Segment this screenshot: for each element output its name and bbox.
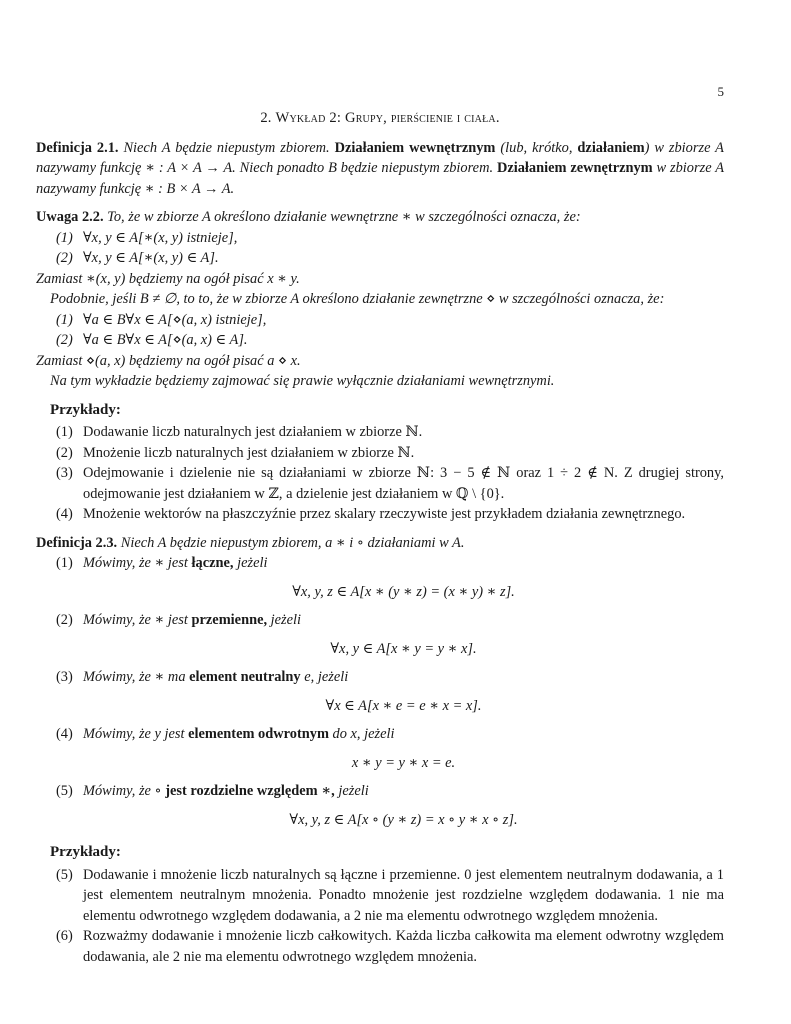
display-formula: ∀x ∈ A[x ∗ e = e ∗ x = x]. <box>325 697 482 714</box>
def21-text-2: (lub, krótko, <box>500 139 573 156</box>
page-number: 5 <box>717 84 724 99</box>
item-number: (5) <box>56 866 73 883</box>
uwaga22-note-3: Na tym wykładzie będziemy zajmować się prawie wyłącznie działaniami wewnętrznymi. <box>50 373 555 389</box>
examples-list-1 <box>36 422 724 525</box>
item-number: (2) <box>56 250 73 266</box>
item-text: Dodawanie i mnożenie liczb naturalnych są łączne i przemienne. 0 jest elementem neutralnym dodawania, a 1 jest elementem neutralnym mnożenia. Ponadto mnożenie jest rozdzielne względem dodawania. 1 nie ma elementu odwrotnego względem dodawania, a 2 nie ma elementu odwrotnego względem mnożenia. <box>83 866 724 924</box>
item-post: jeżeli <box>237 555 268 571</box>
item-pre: Mówimy, że ∗ ma <box>83 669 186 685</box>
item-number: (4) <box>56 506 73 522</box>
item-number: (3) <box>56 465 73 481</box>
item-pre: Mówimy, że ∘ <box>83 783 162 799</box>
section-number: 2. <box>260 110 272 126</box>
list-item <box>36 248 724 269</box>
list-item <box>36 553 724 602</box>
item-post: jeżeli <box>338 783 369 799</box>
list-item <box>36 463 724 504</box>
list-item <box>36 504 724 525</box>
item-text: ∀x, y ∈ A[∗(x, y) ∈ A]. <box>83 250 219 266</box>
item-text: Mnożenie liczb naturalnych jest działaniem w zbiorze ℕ. <box>83 444 415 461</box>
item-text: Rozważmy dodawanie i mnożenie liczb całkowitych. Każda liczba całkowita ma element odwrotny względem dodawania, ale 2 nie ma elementu odwrotnego względem mnożenia. <box>83 928 724 965</box>
list-item <box>36 781 724 830</box>
list-item <box>36 926 724 967</box>
item-number: (3) <box>56 669 73 685</box>
uwaga22-label: Uwaga 2.2. <box>36 209 104 225</box>
list-item <box>36 667 724 716</box>
item-pre: Mówimy, że y jest <box>83 726 185 742</box>
uwaga22-intro-2: Podobnie, jeśli B ≠ ∅, to to, że w zbiorze A określono działanie zewnętrzne ⋄ w szczególności oznacza, że: <box>50 291 665 307</box>
page-content <box>36 108 724 967</box>
def21-text-3: ) w zbiorze A nazywamy funkcję ∗ : A × A → A. Niech ponadto B będzie niepustym zbiorem. <box>36 139 724 176</box>
list-item <box>36 228 724 249</box>
section-heading: Wykład 2: Grupy, pierścienie i ciała. <box>275 110 500 126</box>
item-number: (6) <box>56 928 73 944</box>
list-item <box>36 610 724 659</box>
item-post: jeżeli <box>270 612 302 628</box>
list-item <box>36 724 724 773</box>
def23-list <box>36 553 724 830</box>
uwaga22-note-1: Zamiast ∗(x, y) będziemy na ogół pisać x ∗ y. <box>36 270 300 287</box>
uwaga22-list-2 <box>36 310 724 351</box>
def21-term-short: działaniem <box>577 139 645 156</box>
item-text: Dodawanie liczb naturalnych jest działaniem w zbiorze ℕ. <box>83 424 423 440</box>
display-formula: ∀x, y, z ∈ A[x ∘ (y ∗ z) = x ∘ y ∗ x ∘ z]. <box>289 811 518 828</box>
def23-label: Definicja 2.3. <box>36 534 118 551</box>
list-item <box>36 443 724 464</box>
item-number: (1) <box>56 311 73 328</box>
item-number: (1) <box>56 229 73 246</box>
item-number: (1) <box>56 555 73 571</box>
item-text: Mnożenie wektorów na płaszczyźnie przez skalary rzeczywiste jest przykładem działania zewnętrznego. <box>83 506 686 522</box>
display-formula: ∀x, y ∈ A[x ∗ y = y ∗ x]. <box>330 640 477 657</box>
item-text: ∀x, y ∈ A[∗(x, y) istnieje], <box>83 229 238 246</box>
item-number: (2) <box>56 444 73 461</box>
remark-2-2-intro <box>36 207 724 228</box>
examples-list-2 <box>36 865 724 968</box>
item-post: do x, jeżeli <box>332 726 395 742</box>
item-term: element neutralny <box>189 669 301 685</box>
definition-2-3-intro <box>36 533 724 554</box>
item-term: przemienne, <box>191 612 268 628</box>
item-post: e, jeżeli <box>304 669 349 685</box>
item-term: elementem odwrotnym <box>188 726 329 742</box>
examples-heading-1: Przykłady: <box>50 401 121 418</box>
def21-text-1: Niech A będzie niepustym zbiorem. <box>123 139 330 156</box>
def21-label: Definicja 2.1. <box>36 139 119 156</box>
list-item <box>36 330 724 351</box>
uwaga22-list-1 <box>36 228 724 269</box>
item-text: ∀a ∈ B∀x ∈ A[⋄(a, x) ∈ A]. <box>83 332 248 348</box>
item-term: łączne, <box>191 555 234 571</box>
def21-term-external: Działaniem zewnętrznym <box>496 160 653 176</box>
list-item <box>36 310 724 331</box>
definition-2-1 <box>36 138 724 200</box>
list-item <box>36 865 724 927</box>
item-number: (2) <box>56 612 73 628</box>
display-formula: ∀x, y, z ∈ A[x ∗ (y ∗ z) = (x ∗ y) ∗ z]. <box>292 583 515 600</box>
list-item <box>36 422 724 443</box>
uwaga22-intro: To, że w zbiorze A określono działanie wewnętrzne ∗ w szczególności oznacza, że: <box>107 209 581 225</box>
item-pre: Mówimy, że ∗ jest <box>83 612 188 628</box>
item-number: (1) <box>56 424 73 440</box>
item-number: (4) <box>56 726 73 742</box>
item-text: Odejmowanie i dzielenie nie są działaniami w zbiorze ℕ: 3 − 5 ∉ ℕ oraz 1 ÷ 2 ∉ N. Z drugiej strony, odejmowanie jest działaniem w ℤ, a dzielenie jest działaniem w ℚ \ {0}. <box>83 465 724 502</box>
section-title <box>36 108 724 129</box>
item-pre: Mówimy, że ∗ jest <box>83 555 188 571</box>
item-term: jest rozdzielne względem ∗, <box>165 783 335 799</box>
def21-term-internal: Działaniem wewnętrznym <box>334 139 496 156</box>
item-text: ∀a ∈ B∀x ∈ A[⋄(a, x) istnieje], <box>83 311 267 328</box>
def23-intro: Niech A będzie niepustym zbiorem, a ∗ i ∘ działaniami w A. <box>120 534 465 551</box>
display-formula: x ∗ y = y ∗ x = e. <box>351 754 456 771</box>
def21-text-4: w zbiorze A nazywamy funkcję ∗ : B × A → A. <box>36 160 724 197</box>
item-number: (2) <box>56 332 73 348</box>
examples-heading-2: Przykłady: <box>50 844 121 860</box>
item-number: (5) <box>56 783 73 799</box>
uwaga22-note-2: Zamiast ⋄(a, x) będziemy na ogół pisać a ⋄ x. <box>36 352 301 369</box>
